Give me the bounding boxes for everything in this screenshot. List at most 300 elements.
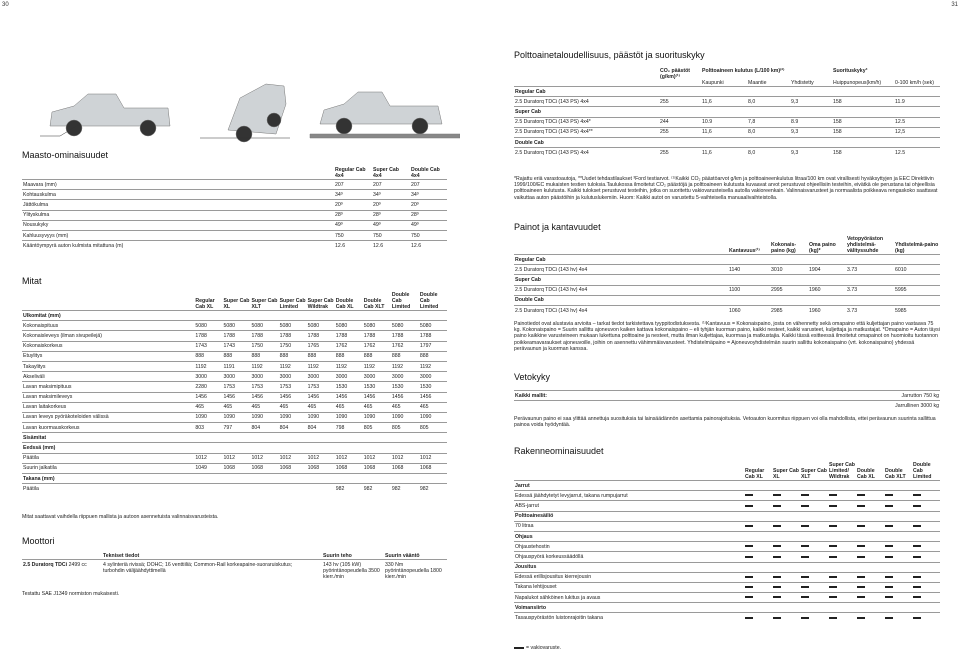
maasto-row <box>22 210 447 220</box>
row-value: 5080 <box>419 321 447 331</box>
standard-marker-icon <box>829 525 837 527</box>
painot-header: Oma paino (kg)* <box>809 242 836 254</box>
row-label: 2.5 Duratorq TDCi (143 PS) 4x4 <box>514 97 659 107</box>
row-value: 3.73 <box>846 285 894 295</box>
standard-cell <box>828 593 856 603</box>
standard-marker-icon <box>801 556 809 558</box>
row-value: 207 <box>372 180 410 190</box>
maasto-header: Super Cab 4x4 <box>373 167 399 179</box>
vetokyky-label: Kaikki mallit: <box>514 391 695 401</box>
standard-marker-icon <box>745 596 753 598</box>
truck-illustrations <box>40 64 460 146</box>
standard-marker-icon <box>857 576 865 578</box>
standard-marker-icon <box>829 505 837 507</box>
standard-marker-icon <box>885 586 893 588</box>
mitat-section-heading <box>22 443 447 453</box>
row-value: 1012 <box>194 453 222 463</box>
section-label: Voimansiirto <box>514 603 940 613</box>
row-value: 8.9 <box>790 117 832 127</box>
row-value: 982 <box>335 484 363 494</box>
row-label: Etuylitys <box>22 351 194 361</box>
row-value: 1090 <box>391 412 419 422</box>
row-value: 7,8 <box>747 117 790 127</box>
row-value: 5080 <box>251 321 279 331</box>
painot-row <box>514 265 940 275</box>
page-number-right: 31 <box>951 2 958 8</box>
row-value: 465 <box>363 402 391 412</box>
standard-marker-icon <box>829 576 837 578</box>
mitat-header: Super Cab Limited <box>279 298 306 310</box>
vetokyky-note: Perävaunun paino ei saa ylittää annettuja suosituksia tai lainsäädännön asettamia painorajoituksia. Vetoauton kuormitus riippuen voi olla mahdollista, ettei perävaunun suurinta sallittua painoa voida hyödyntää. <box>514 416 936 429</box>
standard-cell <box>912 491 940 501</box>
row-value: 5080 <box>307 321 335 331</box>
standard-marker-icon <box>773 505 781 507</box>
row-value <box>222 484 250 494</box>
row-value: 1192 <box>251 361 279 371</box>
maasto-table <box>22 167 447 251</box>
standard-cell <box>744 572 772 582</box>
standard-marker-icon <box>913 556 921 558</box>
row-value: 1191 <box>222 361 250 371</box>
row-value: 1068 <box>391 463 419 473</box>
row-value: 888 <box>222 351 250 361</box>
section-label: Jousitus <box>514 562 940 572</box>
standard-cell <box>744 613 772 623</box>
section-label: Ohjaus <box>514 531 940 541</box>
section-label: Eedssä (mm) <box>22 443 447 453</box>
row-value: 158 <box>832 148 894 158</box>
row-value: 1012 <box>391 453 419 463</box>
standard-cell <box>912 552 940 562</box>
standard-marker-icon <box>801 576 809 578</box>
vetokyky-jarrullinen: Jarrullinen 3000 kg <box>695 401 940 411</box>
row-value: 1192 <box>391 361 419 371</box>
row-value: 1762 <box>391 341 419 351</box>
row-value: 158 <box>832 117 894 127</box>
painot-header-row <box>514 236 940 255</box>
row-value: 804 <box>279 423 307 433</box>
polt-row <box>514 148 940 158</box>
row-value: 49º <box>372 220 410 230</box>
group-label: Super Cab <box>514 107 940 117</box>
maasto-row <box>22 241 447 251</box>
mitat-row <box>22 423 447 433</box>
standard-marker-icon <box>885 617 893 619</box>
engine-name: 2.5 Duratorq TDCi <box>23 562 68 568</box>
standard-cell <box>772 542 800 552</box>
row-value: 1192 <box>419 361 447 371</box>
mitat-row <box>22 361 447 371</box>
row-value: 255 <box>659 127 701 137</box>
row-value: 1012 <box>363 453 391 463</box>
row-value: 5080 <box>222 321 250 331</box>
painot-header: Kokonais-paino (kg) <box>771 242 797 254</box>
row-value: 1192 <box>335 361 363 371</box>
suorituskyky-header: Suorituskyky³ <box>833 68 868 74</box>
row-value: 1750 <box>251 341 279 351</box>
painot-row <box>514 305 940 315</box>
rakenne-row <box>514 521 940 531</box>
row-label: 70 litraa <box>514 521 744 531</box>
polt-row <box>514 117 940 127</box>
rakenne-header: Super Cab XLT <box>801 468 827 480</box>
group-label: Regular Cab <box>514 87 940 97</box>
standard-marker-icon <box>829 586 837 588</box>
maasto-header-row <box>22 167 447 180</box>
vetokyky-jarrutton: Jarrutton 750 kg <box>695 391 940 401</box>
standard-marker-icon <box>773 586 781 588</box>
maasto-title: Maasto-ominaisuudet <box>22 150 109 160</box>
maasto-row <box>22 220 447 230</box>
row-label: 2.5 Duratorq TDCi (143 PS) 4x4** <box>514 127 659 137</box>
row-value: 1788 <box>279 331 307 341</box>
row-value: 5080 <box>279 321 307 331</box>
row-value: 1192 <box>307 361 335 371</box>
row-value: 1012 <box>419 453 447 463</box>
standard-cell <box>772 613 800 623</box>
row-value: 1743 <box>222 341 250 351</box>
row-value: 1012 <box>251 453 279 463</box>
row-value: 11,6 <box>701 127 747 137</box>
row-label: Lavan maksimileveys <box>22 392 194 402</box>
standard-marker-icon <box>885 545 893 547</box>
standard-cell <box>884 501 912 511</box>
row-value: 12,5 <box>894 127 940 137</box>
row-value: 888 <box>419 351 447 361</box>
standard-cell <box>744 491 772 501</box>
row-value: 28º <box>372 210 410 220</box>
row-value: 465 <box>307 402 335 412</box>
standard-marker-icon <box>913 525 921 527</box>
standard-marker-icon <box>913 596 921 598</box>
standard-cell <box>772 593 800 603</box>
row-value: 49º <box>334 220 372 230</box>
group-label: Super Cab <box>514 275 940 285</box>
mitat-header: Double Cab Limited <box>419 292 439 310</box>
row-value: 3000 <box>194 372 222 382</box>
row-value: 28º <box>334 210 372 220</box>
row-label: Ohjauspyörä korkeussäädöllä <box>514 552 744 562</box>
row-value: 465 <box>279 402 307 412</box>
row-value: 1743 <box>194 341 222 351</box>
row-value: 1788 <box>194 331 222 341</box>
engine-spec: 4 sylinteriä rivissä; DOHC; 16 venttiiliä; Common-Rail korkeapaine-suoraruiskutus; turbohdin välijäähdyttimellä <box>102 560 322 581</box>
row-value: 158 <box>832 127 894 137</box>
row-label: Edessä jäähdytetyt levyjarrut, takana rumpujarrut <box>514 491 744 501</box>
mitat-note: Mitat saattavat vaihdella riippuen mallista ja autoon asennetuista valinnaisvarusteista. <box>22 514 219 520</box>
engine-torque: 330 Nm pyörintänopeudella 1800 kierr./min <box>384 560 447 581</box>
row-value: 1192 <box>194 361 222 371</box>
row-value: 2280 <box>194 382 222 392</box>
row-value: 1192 <box>363 361 391 371</box>
row-value: 6010 <box>894 265 940 275</box>
polt-header-row1 <box>514 68 940 80</box>
painot-title: Painot ja kantavuudet <box>514 222 601 232</box>
row-value: 1090 <box>222 412 250 422</box>
row-value: 888 <box>279 351 307 361</box>
standard-cell <box>800 542 828 552</box>
row-value: 1904 <box>808 265 846 275</box>
row-value: 1765 <box>307 341 335 351</box>
row-value: 1090 <box>363 412 391 422</box>
row-label: Kääntöympyrä auton kulmista mitattuna (m) <box>22 241 334 251</box>
standard-cell <box>744 552 772 562</box>
row-value: 888 <box>194 351 222 361</box>
row-value: 2985 <box>770 305 808 315</box>
row-value: 49º <box>410 220 447 230</box>
standard-marker-icon <box>801 525 809 527</box>
standard-marker-icon <box>773 494 781 496</box>
mitat-row <box>22 463 447 473</box>
standard-cell <box>884 613 912 623</box>
row-value: 1788 <box>419 331 447 341</box>
row-value: 3.73 <box>846 265 894 275</box>
standard-cell <box>856 593 884 603</box>
row-value: 1960 <box>808 305 846 315</box>
standard-marker-icon <box>773 525 781 527</box>
row-value: 888 <box>363 351 391 361</box>
row-value: 1456 <box>279 392 307 402</box>
standard-cell <box>912 501 940 511</box>
mitat-row <box>22 331 447 341</box>
standard-cell <box>828 572 856 582</box>
standard-marker-icon <box>913 494 921 496</box>
row-label: Päätila <box>22 484 194 494</box>
row-value: 3000 <box>419 372 447 382</box>
rakenne-row <box>514 613 940 623</box>
mitat-section-heading <box>22 474 447 484</box>
painot-header: Kantavuus⁽¹⁾ <box>729 248 760 254</box>
standard-marker-icon <box>773 556 781 558</box>
mitat-table <box>22 292 447 494</box>
row-value: 982 <box>391 484 419 494</box>
row-value: 805 <box>391 423 419 433</box>
standard-marker-icon <box>801 596 809 598</box>
standard-marker-icon <box>913 576 921 578</box>
row-value: 1750 <box>279 341 307 351</box>
rakenne-header: Double Cab Limited <box>913 462 932 480</box>
row-value: 5985 <box>894 305 940 315</box>
row-value: 1762 <box>363 341 391 351</box>
standard-cell <box>828 582 856 592</box>
maasto-header: Double Cab 4x4 <box>411 167 440 179</box>
standard-cell <box>800 613 828 623</box>
rakenne-legend-text: = vakiovaruste. <box>526 645 562 651</box>
standard-marker-icon <box>745 494 753 496</box>
moottori-table <box>22 553 447 580</box>
standard-cell <box>856 542 884 552</box>
row-value: 805 <box>363 423 391 433</box>
mitat-section-heading <box>22 311 447 321</box>
row-value: 3.73 <box>846 305 894 315</box>
row-value: 982 <box>363 484 391 494</box>
row-value: 1456 <box>419 392 447 402</box>
maasto-row <box>22 180 447 190</box>
standard-cell <box>912 582 940 592</box>
row-value: 1788 <box>222 331 250 341</box>
row-value: 1456 <box>307 392 335 402</box>
kiihtyvyys-header: 0-100 km/h (sek) <box>895 80 934 86</box>
huippunopeus-header: Huippunopeus(km/h) <box>833 80 882 86</box>
row-value: 12.6 <box>334 241 372 251</box>
standard-cell <box>744 542 772 552</box>
standard-cell <box>912 613 940 623</box>
row-value: 207 <box>410 180 447 190</box>
row-value: 1012 <box>307 453 335 463</box>
row-value: 1797 <box>419 341 447 351</box>
section-label: Sisämitat <box>22 433 447 443</box>
row-value: 12.6 <box>410 241 447 251</box>
rakenne-title: Rakenneominaisuudet <box>514 446 604 456</box>
standard-marker-icon <box>773 545 781 547</box>
standard-cell <box>884 491 912 501</box>
row-value: 1530 <box>391 382 419 392</box>
standard-cell <box>828 491 856 501</box>
row-value: 9,3 <box>790 127 832 137</box>
row-value: 1753 <box>251 382 279 392</box>
standard-marker-icon <box>829 545 837 547</box>
row-label: Lavan leveys pyöräkoteloiden välissä <box>22 412 194 422</box>
mitat-header: Double Cab XLT <box>363 298 385 310</box>
standard-marker-icon <box>857 586 865 588</box>
row-value: 465 <box>194 402 222 412</box>
standard-marker-icon <box>801 505 809 507</box>
rakenne-row <box>514 491 940 501</box>
row-value: 8,0 <box>747 97 790 107</box>
row-label: Tasauspyörästön luistonrajoitin takana <box>514 613 744 623</box>
row-value: 797 <box>222 423 250 433</box>
row-label: Kokonaispituus <box>22 321 194 331</box>
maasto-row <box>22 190 447 200</box>
row-value: 20º <box>334 200 372 210</box>
row-label: 2.5 Duratorq TDCi (143 PS) 4x4 <box>514 148 659 158</box>
row-value: 888 <box>251 351 279 361</box>
row-value: 1090 <box>251 412 279 422</box>
standard-cell <box>828 501 856 511</box>
row-value: 3000 <box>307 372 335 382</box>
row-value: 804 <box>307 423 335 433</box>
row-value: 1762 <box>335 341 363 351</box>
rakenne-header-row <box>514 462 940 481</box>
row-value: 5995 <box>894 285 940 295</box>
row-value: 1100 <box>728 285 770 295</box>
row-label: Kokonaiskorkeus <box>22 341 194 351</box>
standard-cell <box>744 582 772 592</box>
row-label: Edessä erillisjousitus kierrejousin <box>514 572 744 582</box>
section-label: Jarrut <box>514 481 940 491</box>
kulutus-header: Polttoaineen kulutus (L/100 km)⁽²⁾ <box>702 68 785 74</box>
group-label: Double Cab <box>514 137 940 147</box>
row-value: 10.9 <box>701 117 747 127</box>
row-value: 750 <box>372 230 410 240</box>
standard-cell <box>856 552 884 562</box>
row-value: 8,0 <box>747 148 790 158</box>
standard-marker-icon <box>514 647 524 649</box>
row-value <box>251 484 279 494</box>
row-value: 11,6 <box>701 97 747 107</box>
standard-cell <box>884 552 912 562</box>
row-value: 5080 <box>363 321 391 331</box>
row-label: Kokonaisleveys (ilman sivupeilejä) <box>22 331 194 341</box>
standard-marker-icon <box>857 525 865 527</box>
row-value: 465 <box>391 402 419 412</box>
row-value: 465 <box>419 402 447 412</box>
row-value: 12.6 <box>372 241 410 251</box>
row-value: 1788 <box>335 331 363 341</box>
standard-marker-icon <box>829 617 837 619</box>
rakenne-section-heading <box>514 603 940 613</box>
standard-marker-icon <box>829 596 837 598</box>
row-value: 750 <box>410 230 447 240</box>
row-label: 2.5 Duratorq TDCi (143 hv) 4x4 <box>514 305 728 315</box>
rakenne-section-heading <box>514 531 940 541</box>
standard-cell <box>856 572 884 582</box>
standard-cell <box>800 593 828 603</box>
row-value: 1068 <box>363 463 391 473</box>
row-label: Jättökulma <box>22 200 334 210</box>
painot-row <box>514 285 940 295</box>
row-value: 1068 <box>279 463 307 473</box>
row-value: 1060 <box>728 305 770 315</box>
row-value: 1753 <box>307 382 335 392</box>
row-label: Akseliväli <box>22 372 194 382</box>
row-value: 1788 <box>391 331 419 341</box>
painot-table <box>514 236 940 316</box>
standard-cell <box>828 521 856 531</box>
kaupunki-header: Kaupunki <box>702 80 724 86</box>
row-label: 2.5 Duratorq TDCi (143 hv) 4x4 <box>514 265 728 275</box>
row-label: Ylityskulma <box>22 210 334 220</box>
row-value: 1788 <box>307 331 335 341</box>
mitat-header: Super Cab XLT <box>251 298 278 310</box>
rakenne-header: Regular Cab XL <box>745 468 765 480</box>
row-value: 255 <box>659 148 701 158</box>
row-label: Takaylitys <box>22 361 194 371</box>
row-value: 9,3 <box>790 148 832 158</box>
row-value: 28º <box>410 210 447 220</box>
standard-marker-icon <box>885 505 893 507</box>
row-label: Kohtauskulma <box>22 190 334 200</box>
row-value: 1068 <box>419 463 447 473</box>
standard-marker-icon <box>745 556 753 558</box>
standard-marker-icon <box>857 545 865 547</box>
painot-group <box>514 255 940 265</box>
standard-cell <box>856 491 884 501</box>
polt-row <box>514 127 940 137</box>
polt-group <box>514 137 940 147</box>
row-value: 11.9 <box>894 97 940 107</box>
row-value: 8,0 <box>747 127 790 137</box>
vetokyky-title: Vetokyky <box>514 372 551 382</box>
row-label: Maavara (mm) <box>22 180 334 190</box>
row-value: 3000 <box>363 372 391 382</box>
row-value: 1068 <box>222 463 250 473</box>
rakenne-row <box>514 582 940 592</box>
standard-marker-icon <box>745 576 753 578</box>
mitat-row <box>22 392 447 402</box>
row-value: 3000 <box>335 372 363 382</box>
rakenne-row <box>514 552 940 562</box>
engine-power: 143 hv (105 kW) pyörintänopeudella 3500 kierr./min <box>322 560 384 581</box>
standard-marker-icon <box>857 494 865 496</box>
standard-marker-icon <box>801 586 809 588</box>
rakenne-section-heading <box>514 511 940 521</box>
rakenne-section-heading <box>514 481 940 491</box>
rakenne-row <box>514 501 940 511</box>
standard-marker-icon <box>745 617 753 619</box>
mitat-row <box>22 321 447 331</box>
standard-cell <box>828 552 856 562</box>
